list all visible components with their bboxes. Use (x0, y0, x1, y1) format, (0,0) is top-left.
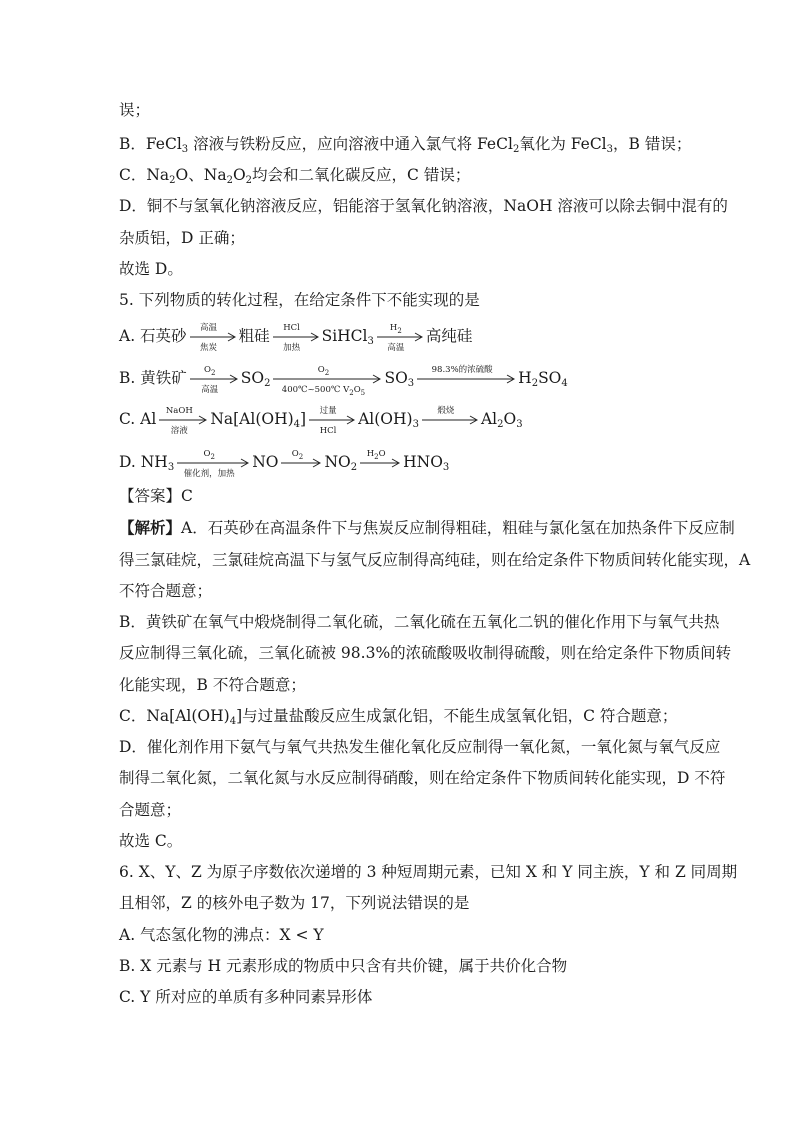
arrow-condition-bottom: 加热 (283, 343, 301, 353)
text: 杂质铝，D 正确； (119, 229, 245, 247)
subscript: 4 (293, 419, 301, 430)
reaction-arrow (159, 406, 207, 436)
subscript: 3 (367, 336, 374, 347)
arrow-condition-bottom: 高温 (387, 343, 405, 353)
arrow-icon (309, 415, 355, 425)
reaction-arrow (422, 406, 478, 425)
text: ]与过量盐酸反应生成氯化铝，不能生成氢氧化铝，C 符合题意； (236, 707, 678, 725)
answer-line (119, 486, 193, 506)
text: NO (252, 453, 279, 471)
subscript: 3 (606, 144, 614, 155)
subscript: 3 (442, 462, 450, 473)
text: 故选 D。 (119, 260, 183, 278)
subscript: 2 (374, 453, 379, 461)
text: 溶液与铁粉反应，应向溶液中通入氯气将 FeCl (188, 135, 513, 153)
text: H (389, 323, 398, 333)
text: 均会和二氧化碳反应，C 错误； (252, 166, 471, 184)
text: Al(OH) (358, 410, 413, 428)
text: D. NH (119, 453, 168, 471)
arrow-icon (360, 458, 400, 468)
explanation-line (119, 612, 719, 632)
text-line (119, 100, 150, 120)
subscript: 4 (229, 716, 237, 727)
text: 误； (119, 101, 151, 119)
option-c-reaction (119, 406, 523, 436)
text: Na[Al(OH) (210, 410, 294, 428)
text: SO (538, 369, 562, 387)
text: O (353, 385, 361, 395)
subscript: 2 (211, 369, 216, 377)
option-b-reaction (119, 365, 568, 397)
text: B. 黄铁矿 (119, 369, 187, 387)
arrow-icon (159, 415, 207, 425)
subscript: 2 (531, 378, 539, 389)
reaction-arrow (273, 365, 381, 397)
reaction-arrow (309, 406, 355, 436)
subscript: 3 (516, 419, 523, 430)
arrow-condition-top (190, 366, 230, 375)
explanation-line (119, 581, 212, 601)
text: C．Na[Al(OH) (119, 707, 230, 725)
question-5-stem (119, 290, 480, 310)
explanation-line (119, 831, 182, 851)
arrow-condition-top: HCl (283, 323, 300, 333)
explanation-label: 【解析】 (119, 518, 182, 537)
text: O (204, 365, 211, 375)
text: SiHCl (321, 327, 368, 345)
answer-label: 【答案】C (119, 487, 193, 505)
arrow-condition-bottom: 焦炭 (200, 343, 218, 353)
text: NO (324, 453, 351, 471)
option-6-c (119, 987, 372, 1007)
question-6-stem (119, 893, 469, 913)
text: A. 石英砂 (119, 327, 187, 345)
text: SO (384, 369, 408, 387)
arrow-condition-top: 过量 (319, 406, 337, 416)
arrow-condition-bottom: 催化剂，加热 (183, 469, 235, 479)
text: 高纯硅 (425, 327, 473, 345)
option-d-reaction (119, 449, 450, 479)
option-6-b (119, 956, 567, 976)
text: O (291, 449, 299, 459)
text: H (366, 449, 375, 459)
reaction-arrow (281, 449, 321, 468)
text: 6. X、Y、Z 为原子序数依次递增的 3 种短周期元素，已知 X 和 Y 同主族，Y 和 Z 同周期 (119, 863, 738, 881)
arrow-icon (417, 374, 515, 384)
text: C. Al (119, 410, 157, 428)
text: O (232, 166, 246, 184)
text-line (119, 165, 470, 185)
arrow-icon (190, 332, 236, 342)
text: 合题意； (119, 801, 182, 819)
text: 且相邻，Z 的核外电子数为 17，下列说法错误的是 (119, 894, 470, 912)
question-6-stem (119, 862, 737, 882)
arrow-condition-bottom: 溶液 (170, 426, 188, 436)
arrow-icon (273, 332, 319, 342)
subscript: 2 (512, 144, 520, 155)
arrow-condition-top (377, 324, 415, 333)
text: HNO (403, 453, 443, 471)
option-a-reaction (119, 323, 473, 353)
text: SO (240, 369, 265, 387)
explanation-line (119, 800, 181, 820)
text-line (119, 228, 245, 248)
explanation-line (119, 768, 725, 788)
reaction-arrow (377, 323, 423, 353)
text: 得三氯硅烷，三氯硅烷高温下与氢气反应制得高纯硅，则在给定条件下物质间转化能实现，A (119, 551, 751, 569)
text: A. 气态氢化物的沸点：X < Y (119, 926, 324, 944)
text: D．铜不与氢氧化钠溶液反应，铝能溶于氢氧化钠溶液，NaOH 溶液可以除去铜中混有的 (119, 197, 728, 215)
text: C. Y 所对应的单质有多种同素异形体 (119, 988, 373, 1006)
explanation-line (119, 737, 720, 757)
subscript: 3 (167, 462, 175, 473)
text-line (119, 196, 728, 216)
text: ] (300, 410, 307, 428)
subscript: 2 (349, 389, 354, 397)
text: B．FeCl (119, 135, 182, 153)
text: 故选 C。 (119, 832, 183, 850)
subscript: 2 (298, 453, 304, 461)
reaction-arrow (190, 365, 238, 395)
text: O (203, 449, 211, 459)
subscript: 2 (245, 175, 253, 186)
text: 不符合题意； (119, 582, 213, 600)
explanation-line (119, 518, 735, 538)
arrow-condition-top: NaOH (165, 406, 193, 416)
text: H (518, 369, 532, 387)
explanation-line (119, 550, 750, 570)
text: 粗硅 (238, 327, 270, 345)
text: Al (480, 410, 498, 428)
arrow-condition-top (281, 450, 313, 459)
text: O、Na (175, 166, 227, 184)
text-line (119, 259, 183, 279)
text: 400℃~500℃ V (281, 385, 350, 395)
subscript: 5 (360, 389, 366, 397)
arrow-condition-top (360, 450, 392, 459)
subscript: 2 (324, 369, 330, 377)
reaction-arrow (190, 323, 236, 353)
subscript: 2 (397, 327, 402, 335)
subscript: 2 (169, 175, 176, 186)
explanation-line (119, 706, 677, 726)
arrow-condition-bottom: HCl (319, 426, 337, 436)
text: 氧化为 FeCl (519, 135, 607, 153)
text: O (317, 365, 325, 375)
subscript: 3 (181, 144, 189, 155)
text-line (119, 134, 691, 154)
explanation-line (119, 643, 731, 663)
option-6-a (119, 925, 324, 945)
arrow-condition-top: 98.3%的浓硫酸 (431, 365, 493, 375)
arrow-condition-top (273, 366, 373, 375)
subscript: 2 (350, 462, 358, 473)
reaction-arrow (360, 449, 400, 468)
text: B．黄铁矿在氧气中煅烧制得二氧化硫，二氧化硫在五氧化二钒的催化作用下与氧气共热 (119, 613, 720, 631)
text: D．催化剂作用下氨气与氧气共热发生催化氧化反应制得一氧化氮，一氧化氮与氧气反应 (119, 738, 721, 756)
text: O (503, 410, 517, 428)
arrow-condition-top: 煅烧 (437, 406, 455, 416)
subscript: 4 (561, 378, 568, 389)
arrow-condition-bottom (273, 386, 373, 395)
text: B. X 元素与 H 元素形成的物质中只含有共价键，属于共价化合物 (119, 957, 568, 975)
text: 制得二氧化氮，二氧化氮与水反应制得硝酸，则在给定条件下物质间转化能实现，D 不符 (119, 769, 726, 787)
reaction-arrow (273, 323, 319, 353)
text: A．石英砂在高温条件下与焦炭反应制得粗硅，粗硅与氯化氢在加热条件下反应制 (181, 519, 735, 537)
arrow-condition-top (177, 450, 241, 459)
subscript: 2 (226, 175, 233, 186)
subscript: 2 (497, 419, 504, 430)
explanation-line (119, 675, 306, 695)
reaction-arrow (417, 365, 515, 384)
text: C．Na (119, 166, 170, 184)
subscript: 2 (264, 378, 271, 389)
subscript: 3 (412, 419, 419, 430)
text: 反应制得三氧化硫，三氧化硫被 98.3%的浓硫酸吸收制得硫酸，则在给定条件下物质间转 (119, 644, 732, 662)
text: ，B 错误； (613, 135, 692, 153)
text: O (378, 449, 386, 459)
text: 化能实现，B 不符合题意； (119, 676, 306, 694)
arrow-condition-top: 高温 (200, 323, 218, 333)
subscript: 3 (407, 378, 415, 389)
arrow-condition-bottom: 高温 (201, 385, 219, 395)
arrow-icon (422, 415, 478, 425)
reaction-arrow (177, 449, 249, 479)
subscript: 2 (210, 453, 215, 461)
text: 5. 下列物质的转化过程，在给定条件下不能实现的是 (119, 291, 480, 309)
